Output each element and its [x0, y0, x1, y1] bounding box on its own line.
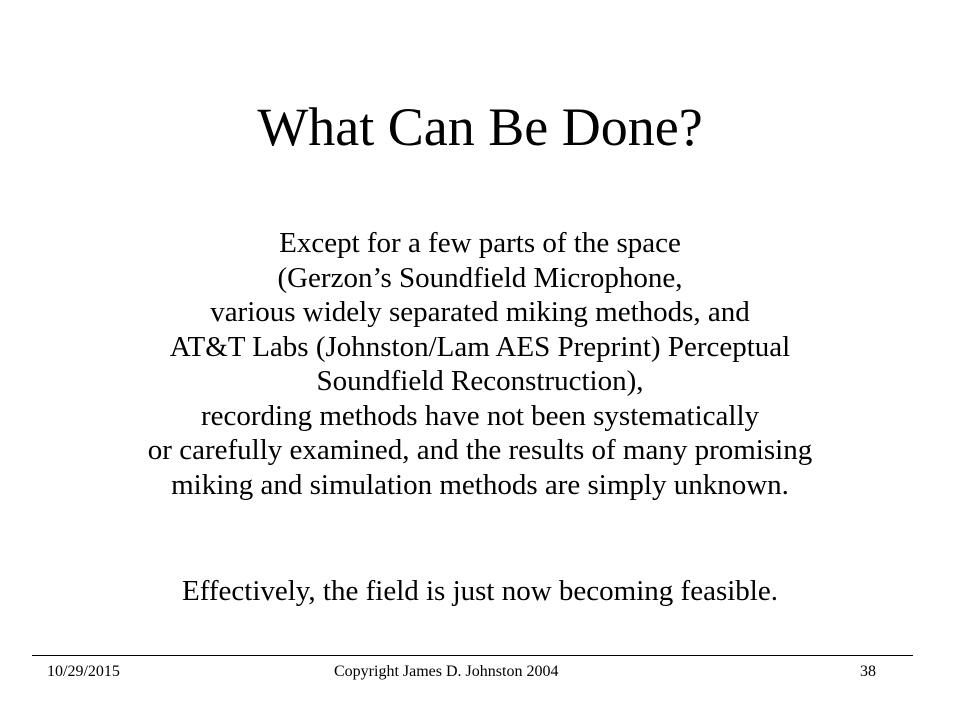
body-line: Soundfield Reconstruction),: [316, 365, 644, 397]
body-line: Except for a few parts of the space: [279, 227, 681, 259]
body-line: or carefully examined, and the results of many promising: [147, 434, 813, 466]
footer-copyright: Copyright James D. Johnston 2004: [334, 663, 559, 680]
page-number: 38: [860, 663, 876, 680]
body-line: (Gerzon’s Soundfield Microphone,: [277, 261, 683, 294]
body-line: recording methods have not been systematically: [200, 399, 760, 432]
slide-title: What Can Be Done?: [257, 97, 703, 157]
slide-body: [20, 226, 940, 502]
body-line: miking and simulation methods are simply unknown.: [171, 468, 789, 501]
body-line: various widely separated miking methods, and: [210, 296, 750, 328]
closing-statement: Effectively, the field is just now becoming feasible.: [182, 575, 778, 607]
footer-divider: [32, 655, 913, 656]
body-line: AT&T Labs (Johnston/Lam AES Preprint) Perceptual: [169, 330, 791, 363]
footer-date: 10/29/2015: [47, 663, 120, 680]
